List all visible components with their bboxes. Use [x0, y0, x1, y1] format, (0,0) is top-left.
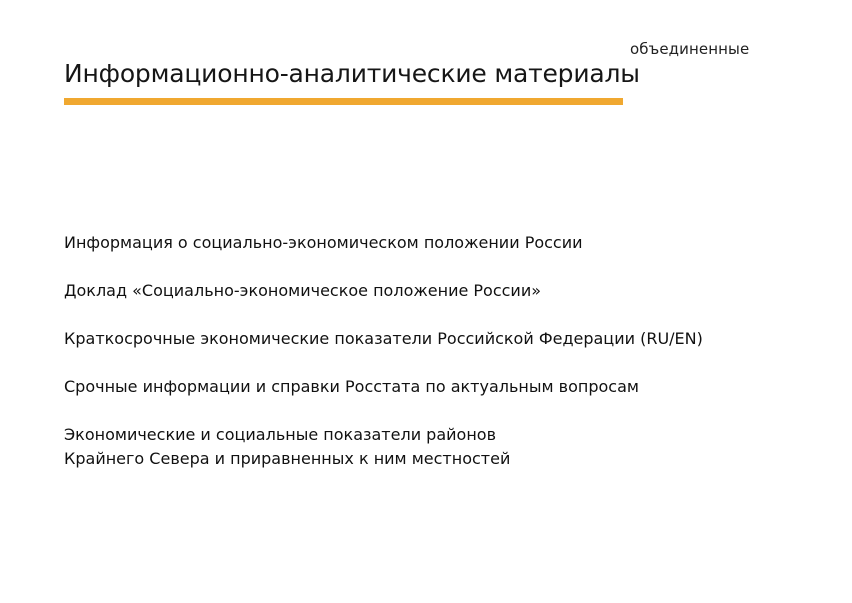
- link-urgent-info[interactable]: Срочные информации и справки Росстата по актуальным вопросам: [64, 377, 639, 396]
- list-item: [64, 231, 703, 255]
- list-item: [64, 279, 703, 303]
- list-item: [64, 375, 703, 399]
- link-line-2: Крайнего Севера и приравненных к ним местностей: [64, 449, 511, 468]
- link-short-term-indicators[interactable]: Краткосрочные экономические показатели Российской Федерации (RU/EN): [64, 329, 703, 348]
- link-socio-economic-info[interactable]: Информация о социально-экономическом положении России: [64, 233, 583, 252]
- title-underline: [64, 98, 623, 105]
- list-item: [64, 423, 703, 471]
- page-title: Информационно-аналитические материалы: [64, 59, 640, 88]
- list-item: [64, 327, 703, 351]
- link-far-north-indicators[interactable]: [64, 423, 703, 471]
- merged-tag: объединенные: [630, 40, 750, 58]
- link-line-1: Экономические и социальные показатели районов: [64, 425, 497, 444]
- materials-list: [64, 231, 703, 495]
- link-report-socio-economic[interactable]: Доклад «Социально-экономическое положение России»: [64, 281, 542, 300]
